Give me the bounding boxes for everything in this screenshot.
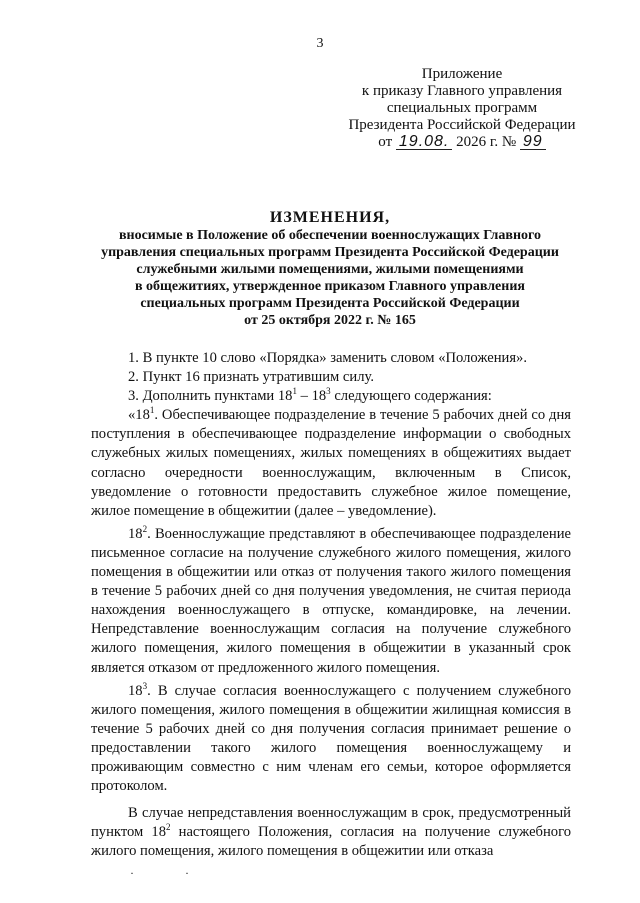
appendix-line: специальных программ <box>386 100 538 116</box>
item-3-text: 3. Дополнить пунктами 18 <box>128 388 293 405</box>
paragraph-18-3 <box>91 682 571 797</box>
superscript: 1 <box>149 405 155 416</box>
superscript: 2 <box>142 523 148 534</box>
paragraph-text: В случае непредставления военнослужащим в срок, предусмотренный пунктом 18 <box>91 805 571 841</box>
title-line: от 25 октября 2022 г. № 165 <box>244 313 416 328</box>
handwritten-date: 19.08. <box>396 134 452 150</box>
year-text: 2026 г. № <box>456 134 517 150</box>
item-3-text: следующего содержания: <box>330 388 492 405</box>
order-date-line <box>342 134 582 151</box>
document-body <box>91 349 571 861</box>
paragraph-number: 18 <box>128 682 143 699</box>
paragraph-number: «18 <box>128 407 150 424</box>
title-main: ИЗМЕНЕНИЯ, <box>269 209 391 226</box>
appendix-line: Президента Российской Федерации <box>348 117 576 133</box>
page-number: 3 <box>316 36 324 51</box>
title-line: специальных программ Президента Российской Федерации <box>140 296 520 311</box>
paragraph-text: . Военнослужащие представляют в обеспечивающее подразделение письменное согласие на получение служебного жилого помещения, жилого помещения в общежитии или отказ от получения такого жилого помещения в течение 5 рабочих дней со дня получения уведомления, не считая периода нахождения военнослужащего в отпуске, командировке, на лечении. Непредставление военнослужащим согласия на получение служебного жилого помещения, жилого помещения в общежитии в указанный срок является отказом от предложенного жилого помещения. <box>91 525 571 676</box>
date-prefix: от <box>378 134 393 150</box>
scan-speckles: · · <box>130 866 213 880</box>
title-line: в общежитиях, утвержденное приказом Главного управления <box>135 279 525 294</box>
paragraph-text: . В случае согласия военнослужащего с получением служебного жилого помещения, жилого помещения в общежитии жилищная комиссия в течение 5 рабочих дней со дня получения согласия принимает решение о предоставлении такого жилого помещения военнослужащему и проживающим совместно с ним членам его семьи, которое оформляется протоколом. <box>91 682 571 795</box>
appendix-header <box>342 66 582 151</box>
superscript: 3 <box>326 386 331 397</box>
paragraph-18-1 <box>91 406 571 521</box>
paragraph-18-2 <box>91 525 571 678</box>
document-title <box>80 209 580 329</box>
paragraph-number: 18 <box>128 525 143 542</box>
item-2: 2. Пункт 16 признать утратившим силу. <box>128 369 374 386</box>
item-1: 1. В пункте 10 слово «Порядка» заменить словом «Положения». <box>128 350 527 366</box>
superscript: 1 <box>292 386 297 397</box>
superscript: 2 <box>166 822 171 833</box>
paragraph-last <box>91 804 571 861</box>
paragraph-text: . Обеспечивающее подразделение в течение 5 рабочих дней со дня поступления в обеспечивающее подразделение информации о свободных служебных жилых помещениях, жилых помещениях в общежитиях выдает согласно очередности военнослужащим, включенным в Список, уведомление о готовности предоставить служебное жилое помещение, жилое помещение в общежитии (далее – уведомление). <box>91 407 571 519</box>
appendix-line: Приложение <box>421 66 503 82</box>
superscript: 3 <box>142 680 148 691</box>
appendix-line: к приказу Главного управления <box>361 83 563 99</box>
title-line: служебными жилыми помещениями, жилыми помещениями <box>136 262 524 277</box>
item-3-text: – 18 <box>296 388 327 405</box>
item-3 <box>91 387 571 406</box>
title-line: вносимые в Положение об обеспечении военнослужащих Главного <box>118 228 542 243</box>
handwritten-number: 99 <box>520 134 546 150</box>
paragraph-text: настоящего Положения, согласия на получение служебного жилого помещения, жилого помещения в общежитии или отказа <box>91 824 572 860</box>
title-line: управления специальных программ Президента Российской Федерации <box>101 245 559 260</box>
